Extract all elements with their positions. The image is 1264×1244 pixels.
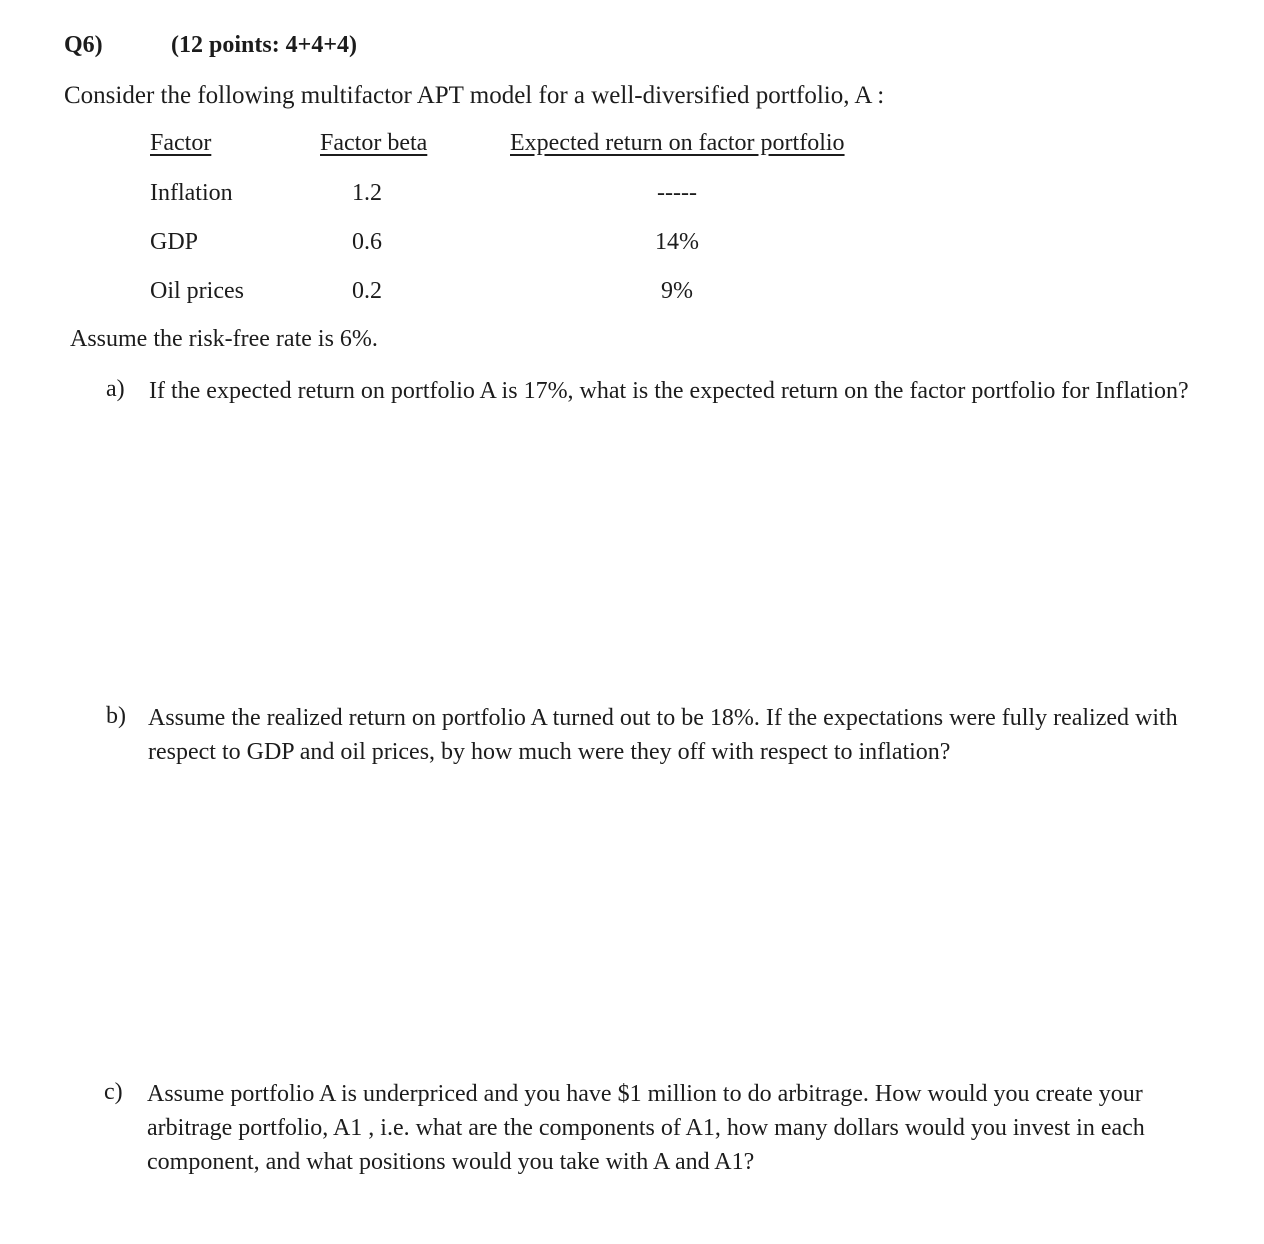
part-a-label: a) <box>106 376 125 402</box>
question-points: (12 points: 4+4+4) <box>171 32 358 58</box>
part-c-text: Assume portfolio A is underpriced and you have $1 million to do arbitrage. How would you create your arbitrage portfolio, A1 , i.e. what are the components of A1, how many dollars would you invest in each component, and what positions would you take with A and A1? <box>147 1081 1145 1175</box>
row-oil-expected: 9% <box>661 278 693 304</box>
question-intro: Consider the following multifactor APT model for a well-diversified portfolio, A : <box>64 82 885 109</box>
header-expected-return: Expected return on factor portfolio <box>510 130 845 156</box>
row-oil-factor: Oil prices <box>150 278 244 304</box>
risk-free-statement: Assume the risk-free rate is 6%. <box>70 326 378 352</box>
part-c-label: c) <box>104 1079 123 1105</box>
row-inflation-beta: 1.2 <box>352 180 382 206</box>
row-gdp-expected: 14% <box>655 229 699 255</box>
row-gdp-beta: 0.6 <box>352 229 382 255</box>
row-oil-beta: 0.2 <box>352 278 382 304</box>
part-b-label: b) <box>106 703 126 729</box>
row-inflation-expected: ----- <box>657 180 697 206</box>
part-a-text: If the expected return on portfolio A is 17%, what is the expected return on the factor portfolio for Inflation? <box>149 378 1189 404</box>
header-factor-beta: Factor beta <box>320 130 428 156</box>
part-b-text: Assume the realized return on portfolio A turned out to be 18%. If the expectations were fully realized with respect to GDP and oil prices, by how much were they off with respect to inflation? <box>148 705 1178 765</box>
row-gdp-factor: GDP <box>150 229 199 255</box>
header-factor: Factor <box>150 130 212 156</box>
question-number: Q6) <box>64 32 103 58</box>
row-inflation-factor: Inflation <box>150 180 233 206</box>
